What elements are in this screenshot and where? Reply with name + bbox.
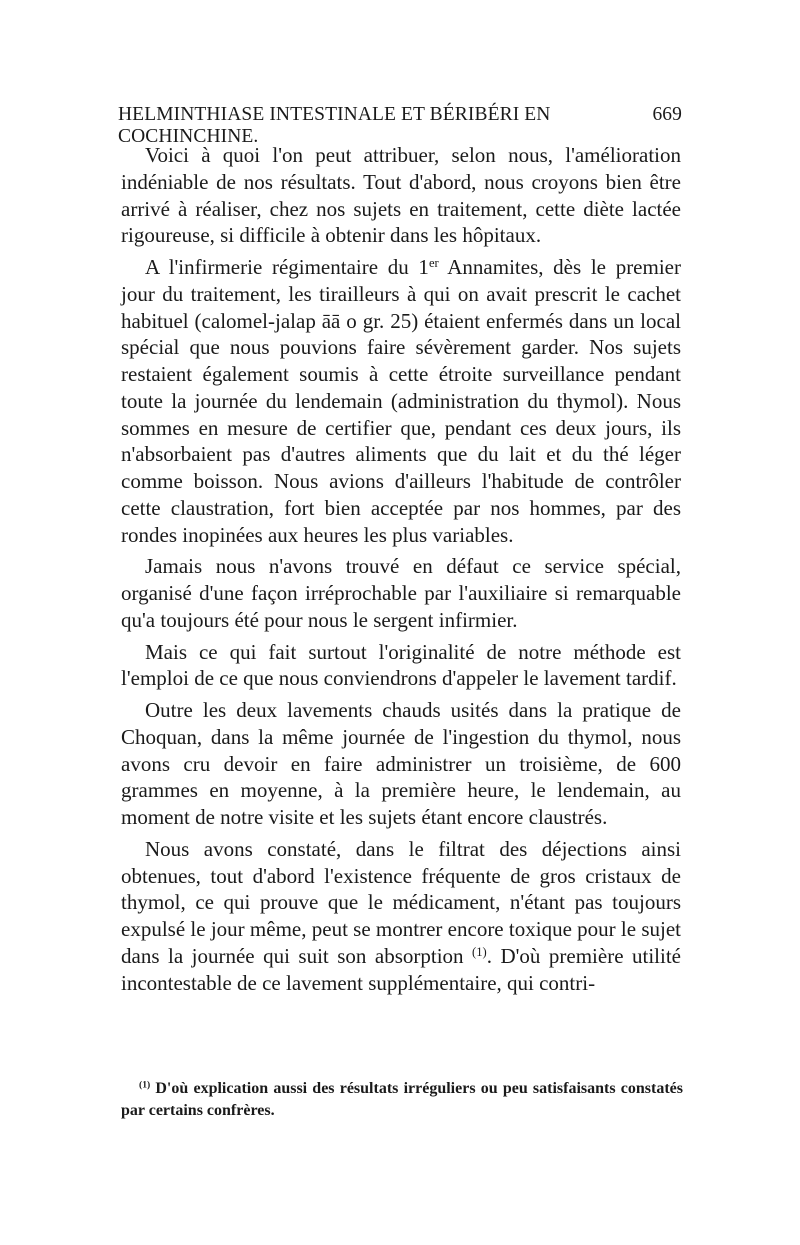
footnote-reference: (1) [472, 944, 487, 959]
footnote-marker: (1) [139, 1079, 151, 1091]
paragraph: Outre les deux lavements chauds usités dans la pratique de Choquan, dans la même journée de l'ingestion du thymol, nous avons cru devoir en faire administrer un troisième, de 600 grammes en moyenne, à la première heure, le lendemain, au moment de notre visite et les sujets étant encore claustrés. [121, 698, 681, 829]
paragraph: Jamais nous n'avons trouvé en défaut ce service spécial, organisé d'une façon irréprochable par l'auxiliaire si remarquable qu'a toujours été pour nous le sergent infirmier. [121, 554, 681, 632]
footnotes [121, 1078, 683, 1122]
paragraph: Mais ce qui fait surtout l'originalité de notre méthode est l'emploi de ce que nous conviendrons d'appeler le lavement tardif. [121, 639, 681, 691]
paragraph-text: A l'infirmerie régimentaire du 1 [145, 255, 429, 279]
running-title: HELMINTHIASE INTESTINALE ET BÉRIBÉRI EN COCHINCHINE. [118, 104, 551, 147]
page-number: 669 [652, 104, 682, 125]
paragraph-text: Annamites, dès le premier jour du traitement, les tirailleurs à qui on avait prescrit le cachet habituel (calomel-jalap āā o gr. 25) étaient enfermés dans un local spécial que nous pouvions faire sévèrement garder. Nos sujets restaient également soumis à cette étroite surveillance pendant toute la journée du lendemain (administration du thymol). Nous sommes en mesure de certifier que, pendant ces deux jours, ils n'absorbaient pas d'autres aliments que du lait et du thé léger comme boisson. Nous avions d'ailleurs l'habitude de contrôler cette claustration, fort bien acceptée par nos hommes, par des rondes inopinées aux heures les plus variables. [121, 255, 681, 547]
footnote [121, 1078, 683, 1122]
paragraph-text: Nous avons constaté, dans le filtrat des déjections ainsi obtenues, tout d'abord l'existence fréquente de gros cristaux de thymol, ce qui prouve que le médicament, n'étant pas toujours expulsé le jour même, peut se montrer encore toxique pour le sujet dans la journée qui suit son absorption [121, 836, 681, 968]
body-text [121, 142, 681, 1001]
paragraph [121, 836, 681, 997]
ordinal-superscript: er [428, 256, 439, 271]
footnote-text: D'où explication aussi des résultats irréguliers ou peu satisfaisants constatés par certains confrères. [121, 1080, 683, 1119]
paragraph-text: . D'où première utilité incontestable de ce lavement supplémentaire, qui contri- [121, 943, 682, 995]
paragraph: Voici à quoi l'on peut attribuer, selon nous, l'amélioration indéniable de nos résultats. Tout d'abord, nous croyons bien être arrivé à réaliser, chez nos sujets en traitement, cette diète lactée rigoureuse, si difficile à obtenir dans les hôpitaux. [121, 143, 681, 248]
paragraph [121, 254, 681, 548]
